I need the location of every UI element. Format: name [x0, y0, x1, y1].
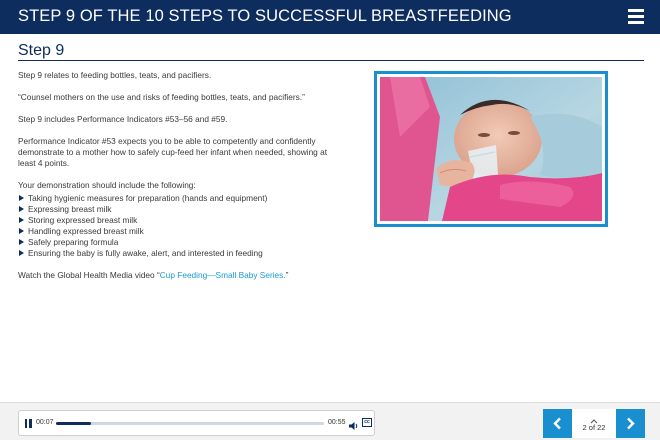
list-item: Taking hygienic measures for preparation (hands and equipment): [18, 193, 338, 204]
list-item: Safely preparing formula: [18, 237, 338, 248]
list-item: Ensuring the baby is fully awake, alert, and interested in feeding: [18, 248, 338, 259]
heading-divider: [18, 60, 644, 61]
newborn-cup-feeding-photo: [380, 77, 602, 221]
seek-bar[interactable]: [56, 422, 324, 425]
video-paragraph: Watch the Global Health Media video “Cup Feeding—Small Baby Series.”: [18, 270, 289, 280]
current-time: 00:07: [36, 419, 54, 426]
intro-paragraph: Step 9 relates to feeding bottles, teats, and pacifiers.: [18, 70, 212, 80]
footer-bar: [0, 402, 660, 440]
list-item: Expressing breast milk: [18, 204, 338, 215]
quote-paragraph: “Counsel mothers on the use and risks of feeding bottles, teats, and pacifiers.”: [18, 92, 305, 102]
indicator-53-paragraph: Performance Indicator #53 expects you to be able to competently and confidently demonstrate to a mother how to safely cup-feed her infant when needed, showing at least 4 points.: [18, 136, 328, 168]
audio-player: [18, 410, 375, 436]
page-count: 2 of 22: [582, 423, 606, 432]
demonstration-list: [18, 193, 338, 259]
chevron-right-icon: [624, 417, 637, 430]
previous-page-button[interactable]: [543, 409, 572, 438]
main-content: [18, 70, 338, 292]
top-bar: [0, 0, 660, 34]
bullet-triangle-icon: [19, 195, 24, 201]
bullet-triangle-icon: [19, 228, 24, 234]
photo-frame: [374, 71, 608, 227]
demonstration-intro: Your demonstration should include the following:: [18, 180, 196, 190]
indicators-paragraph: Step 9 includes Performance Indicators #53–56 and #59.: [18, 114, 228, 124]
bullet-triangle-icon: [19, 250, 24, 256]
duration-time: 00:55: [328, 419, 346, 426]
bullet-triangle-icon: [19, 217, 24, 223]
closed-captions-icon[interactable]: cc: [362, 418, 372, 427]
hamburger-menu-icon[interactable]: [628, 9, 644, 24]
seek-progress: [56, 422, 91, 425]
video-link[interactable]: Cup Feeding—Small Baby Series.: [159, 270, 286, 280]
list-item: Storing expressed breast milk: [18, 215, 338, 226]
volume-icon[interactable]: [349, 418, 359, 428]
page-indicator: [572, 409, 616, 438]
bullet-triangle-icon: [19, 206, 24, 212]
bullet-triangle-icon: [19, 239, 24, 245]
course-title: STEP 9 OF THE 10 STEPS TO SUCCESSFUL BREASTFEEDING: [18, 7, 512, 25]
pause-icon[interactable]: [24, 419, 32, 428]
page-heading: Step 9: [18, 42, 65, 59]
chevron-up-icon[interactable]: [590, 411, 598, 417]
list-item: Handling expressed breast milk: [18, 226, 338, 237]
next-page-button[interactable]: [616, 409, 645, 438]
chevron-left-icon: [551, 417, 564, 430]
